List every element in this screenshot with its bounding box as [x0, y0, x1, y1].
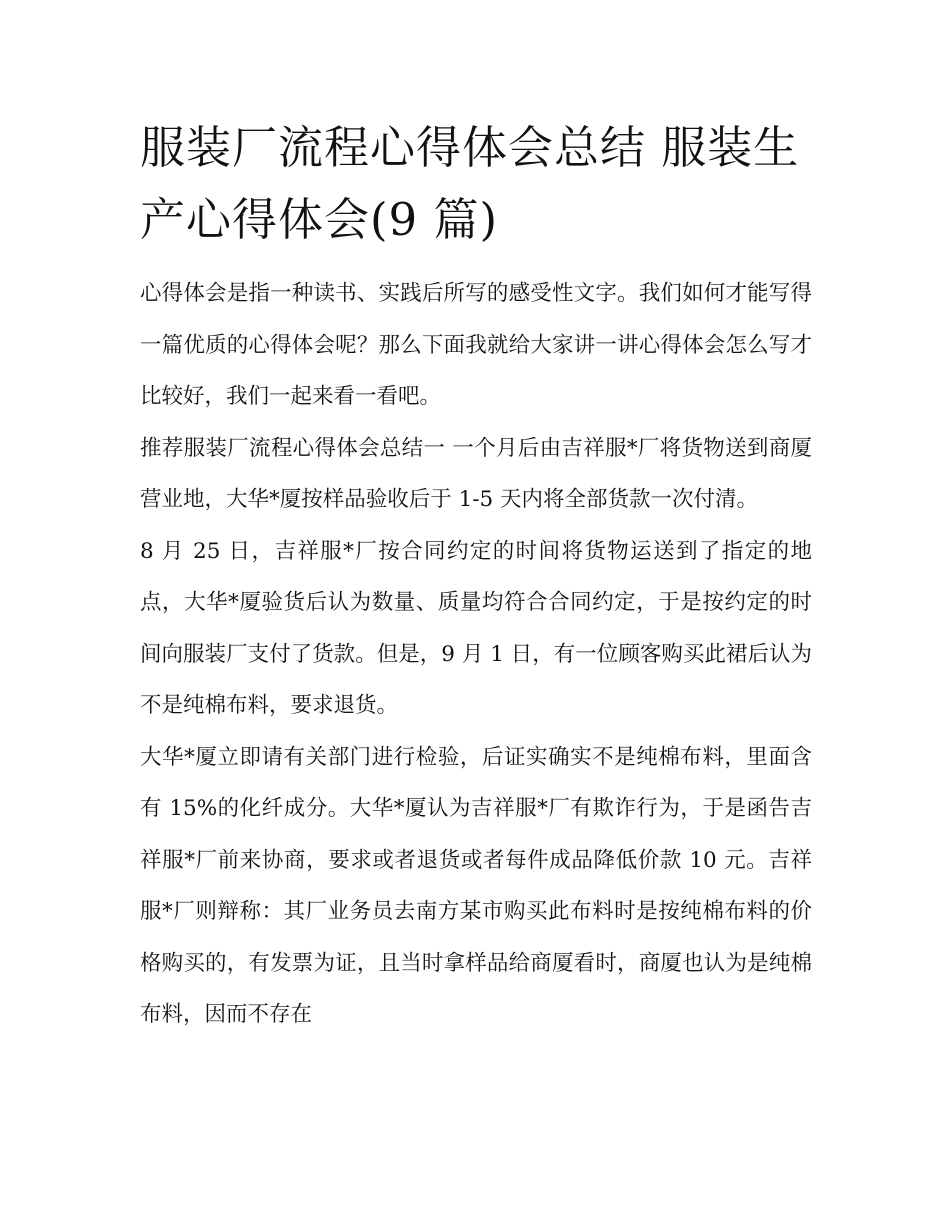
paragraph-2: 推荐服装厂流程心得体会总结一 一个月后由吉祥服*厂将货物送到商厦营业地，大华*厦按样品验收后于 1-5 天内将全部货款一次付清。	[140, 435, 812, 512]
document-title: 服装厂流程心得体会总结 服装生产心得体会(9 篇)	[140, 121, 800, 246]
document-body	[140, 268, 812, 1041]
paragraph-4: 大华*厦立即请有关部门进行检验，后证实确实不是纯棉布料，里面含有 15%的化纤成分。大华*厦认为吉祥服*厂有欺诈行为，于是函告吉祥服*厂前来协商，要求或者退货或者每件成品降低价款 10 元。吉祥服*厂则辩称：其厂业务员去南方某市购买此布料时是按纯棉布料的价格购买的，有发票为证，且当时拿样品给商厦看时，商厦也认为是纯棉布料，因而不存在	[140, 744, 812, 1027]
paragraph-3: 8 月 25 日，吉祥服*厂按合同约定的时间将货物运送到了指定的地点，大华*厦验货后认为数量、质量均符合合同约定，于是按约定的时间向服装厂支付了货款。但是，9 月 1 日，有一位顾客购买此裙后认为不是纯棉布料，要求退货。	[140, 538, 812, 718]
paragraph-1: 心得体会是指一种读书、实践后所写的感受性文字。我们如何才能写得一篇优质的心得体会呢？那么下面我就给大家讲一讲心得体会怎么写才比较好，我们一起来看一看吧。	[140, 281, 812, 409]
document-page	[140, 112, 812, 1041]
